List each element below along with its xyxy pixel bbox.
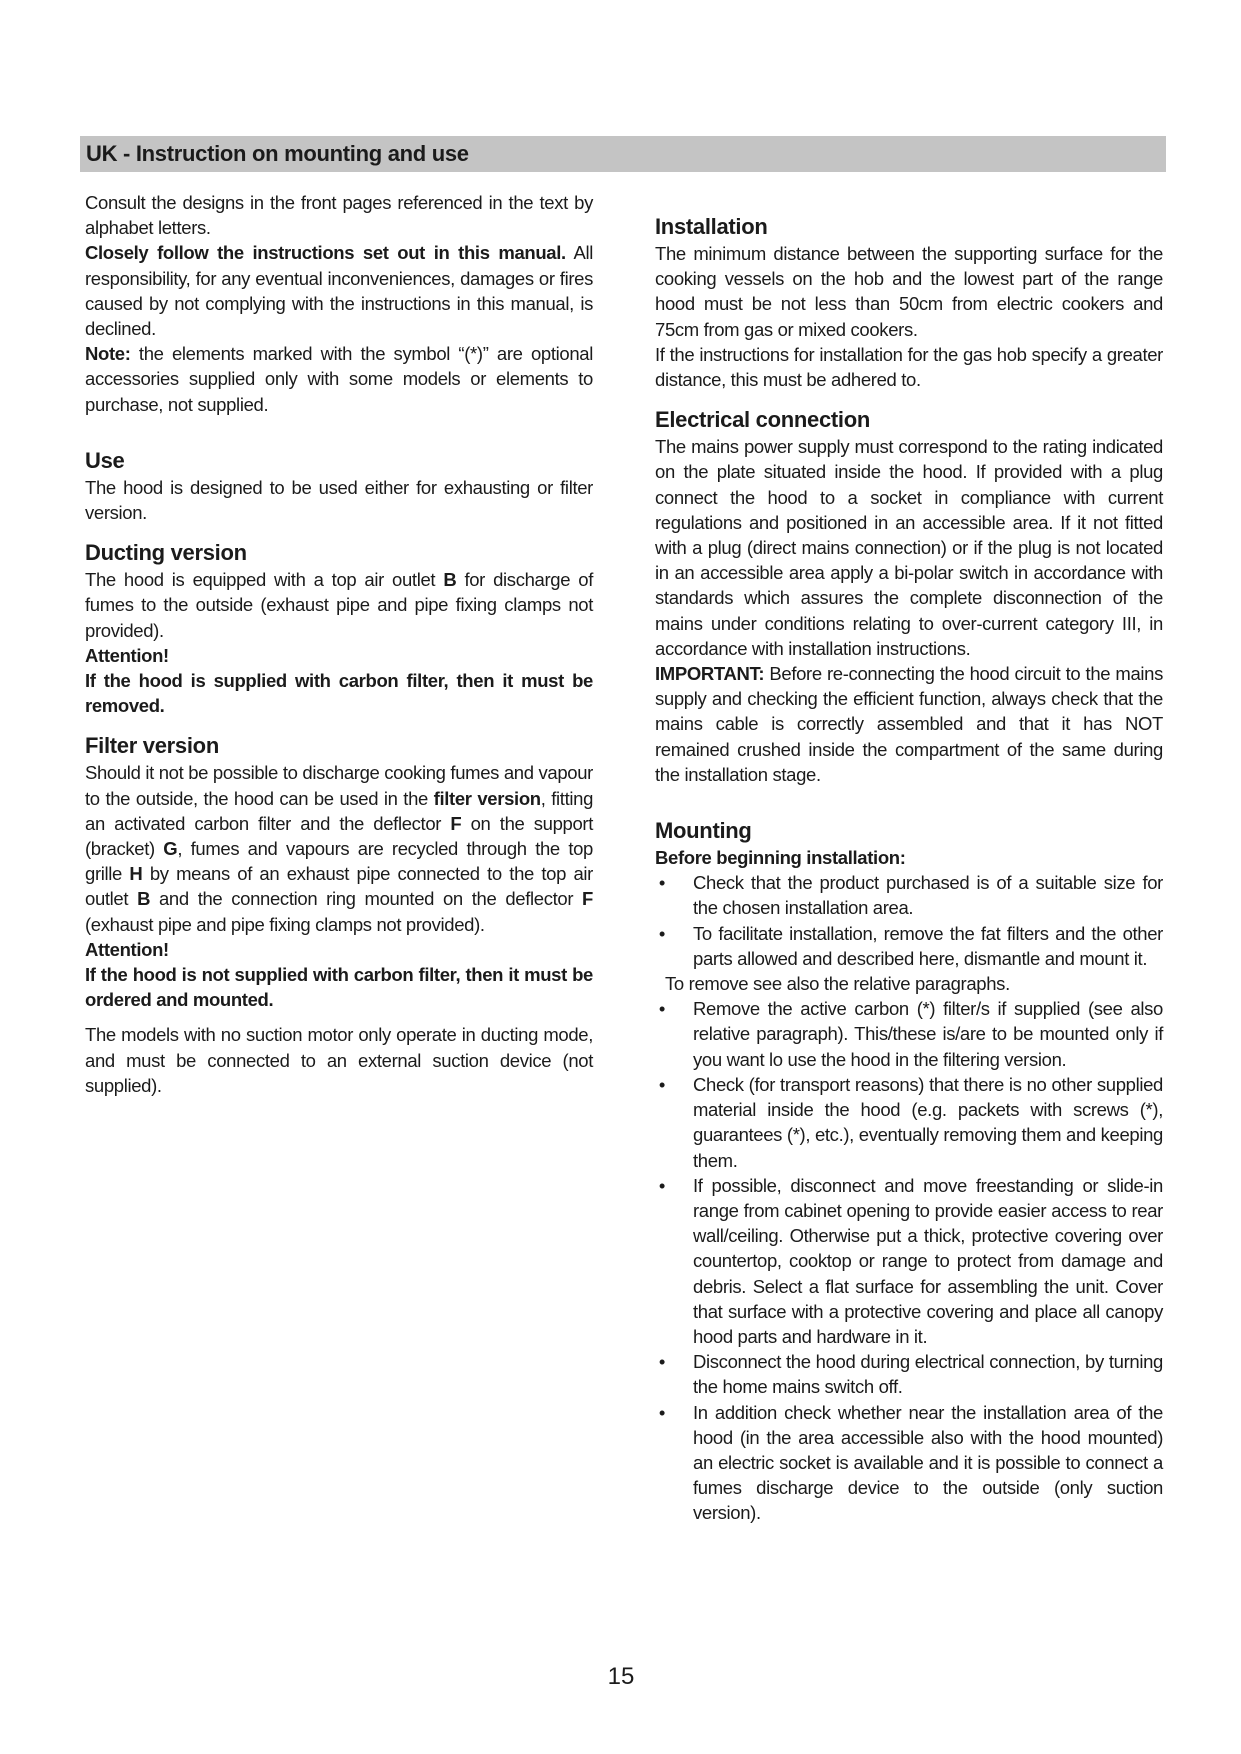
filter-letter-f: F xyxy=(450,812,462,834)
filter-text-2: , fitting an activated carbon filter and the deflector xyxy=(85,787,594,834)
ducting-text-2: for discharge of fumes to the outside (exhaust pipe and pipe fixing clamps not provided). xyxy=(85,569,593,641)
filter-bold-1: filter version xyxy=(433,787,541,809)
filter-warning: If the hood is not supplied with carbon filter, then it must be ordered and mounted. xyxy=(85,964,593,1011)
left-column xyxy=(85,190,593,1098)
important-label: IMPORTANT: xyxy=(655,663,765,685)
filter-attention: Attention! xyxy=(85,938,169,960)
electrical-heading: Electrical connection xyxy=(655,407,870,433)
list-item: • In addition check whether near the installation area of the hood (in the area accessible also with the hood mounted) an electric socket is available and it is possible to connect a fumes discharge device to the outside (only suction version). xyxy=(655,1400,1163,1526)
installation-heading: Installation xyxy=(655,214,768,239)
responsibility-bold: Closely follow the instructions set out in this manual. xyxy=(85,242,566,264)
section-title: UK - Instruction on mounting and use xyxy=(80,136,1166,172)
filter-letter-b: B xyxy=(137,888,151,910)
filter-text-5: by means of an exhaust pipe connected to the top air outlet xyxy=(85,863,593,910)
use-heading: Use xyxy=(85,447,125,473)
ducting-heading: Ducting version xyxy=(85,540,247,566)
list-item: • Check (for transport reasons) that there is no other supplied material inside the hood (e.g. packets with screws (*), guarantees (*), etc.), eventually removing them and keeping them. xyxy=(655,1072,1163,1173)
responsibility-text: All responsibility, for any eventual inconveniences, damages or fires caused by not complying with the instructions in this manual, is declined. xyxy=(85,242,594,340)
before-installation-label: Before beginning installation: xyxy=(655,847,906,869)
responsibility-paragraph xyxy=(85,240,593,341)
page-number: 15 xyxy=(607,1663,635,1690)
important-paragraph xyxy=(655,661,1163,787)
list-item: • If possible, disconnect and move freestanding or slide-in range from cabinet opening to provide easier access to rear wall/ceiling. Otherwise put a thick, protective covering over countertop, cooktop or range to protect from damage and debris. Select a flat surface for assembling the unit. Cover that surface with a protective covering and place all canopy hood parts and hardware in it. xyxy=(655,1173,1163,1349)
ducting-warning: If the hood is supplied with carbon filter, then it must be removed. xyxy=(85,670,593,717)
filter-heading: Filter version xyxy=(85,733,219,759)
list-item: • To facilitate installation, remove the fat filters and the other parts allowed and described here, dismantle and mount it. xyxy=(655,921,1163,971)
electrical-paragraph: The mains power supply must correspond to the rating indicated on the plate situated inside the hood. If provided with a plug connect the hood to a socket in compliance with current regulations and positioned in an accessible area. If it not fitted with a plug (direct mains connection) or if the plug is not located in an accessible area apply a bi-polar switch in accordance with standards which assures the complete disconnection of the mains under conditions relating to over-current category III, in accordance with installation instructions. xyxy=(655,436,1163,659)
remove-note: To remove see also the relative paragraphs. xyxy=(665,973,1010,995)
important-text: Before re-connecting the hood circuit to the mains supply and checking the efficient function, always check that the mains cable is correctly assembled and that it has NOT remained crushed inside the compartment of the same during the installation stage. xyxy=(655,663,1163,785)
note-label: Note: xyxy=(85,343,131,365)
note-text: the elements marked with the symbol “(*)” are optional accessories supplied only with some models or elements to purchase, not supplied. xyxy=(85,343,593,415)
models-paragraph: The models with no suction motor only operate in ducting mode, and must be connected to an external suction device (not supplied). xyxy=(85,1024,593,1096)
intro-paragraph: Consult the designs in the front pages referenced in the text by alphabet letters. xyxy=(85,192,593,239)
filter-text-7: (exhaust pipe and pipe fixing clamps not provided). xyxy=(85,913,485,935)
ducting-letter-b: B xyxy=(443,569,457,591)
list-item: • Remove the active carbon (*) filter/s if supplied (see also relative paragraph). This/these is/are to be mounted only if you want lo use the hood in the filtering version. xyxy=(655,996,1163,1072)
ducting-attention: Attention! xyxy=(85,644,169,666)
ducting-text-1: The hood is equipped with a top air outlet xyxy=(85,569,444,591)
list-item: • Disconnect the hood during electrical connection, by turning the home mains switch off. xyxy=(655,1349,1163,1399)
filter-letter-h: H xyxy=(129,863,143,885)
note-paragraph xyxy=(85,341,593,417)
bullet-list-b xyxy=(655,996,1163,1525)
filter-text-3: on the support (bracket) xyxy=(85,812,593,860)
ducting-text xyxy=(85,567,593,643)
filter-letter-g: G xyxy=(163,838,178,860)
installation-paragraph-1: The minimum distance between the supporting surface for the cooking vessels on the hob and the lowest part of the range hood must be not less than 50cm from electric cookers and 75cm from gas or mixed cookers. xyxy=(655,243,1163,340)
installation-paragraph-2: If the instructions for installation for the gas hob specify a greater distance, this must be adhered to. xyxy=(655,343,1163,391)
list-item: • Check that the product purchased is of a suitable size for the chosen installation area. xyxy=(655,870,1163,920)
filter-text-4: , fumes and vapours are recycled through the top grille xyxy=(85,838,593,885)
filter-text xyxy=(85,760,593,936)
bullet-list-a xyxy=(655,870,1163,971)
use-text: The hood is designed to be used either for exhausting or filter version. xyxy=(85,476,593,524)
mounting-heading: Mounting xyxy=(655,818,752,844)
filter-letter-f-2: F xyxy=(582,888,593,910)
right-column xyxy=(655,213,1163,1526)
filter-text-1: Should it not be possible to discharge cooking fumes and vapour to the outside, the hood can be used in the xyxy=(85,762,593,809)
filter-text-6: and the connection ring mounted on the deflector xyxy=(150,888,583,910)
